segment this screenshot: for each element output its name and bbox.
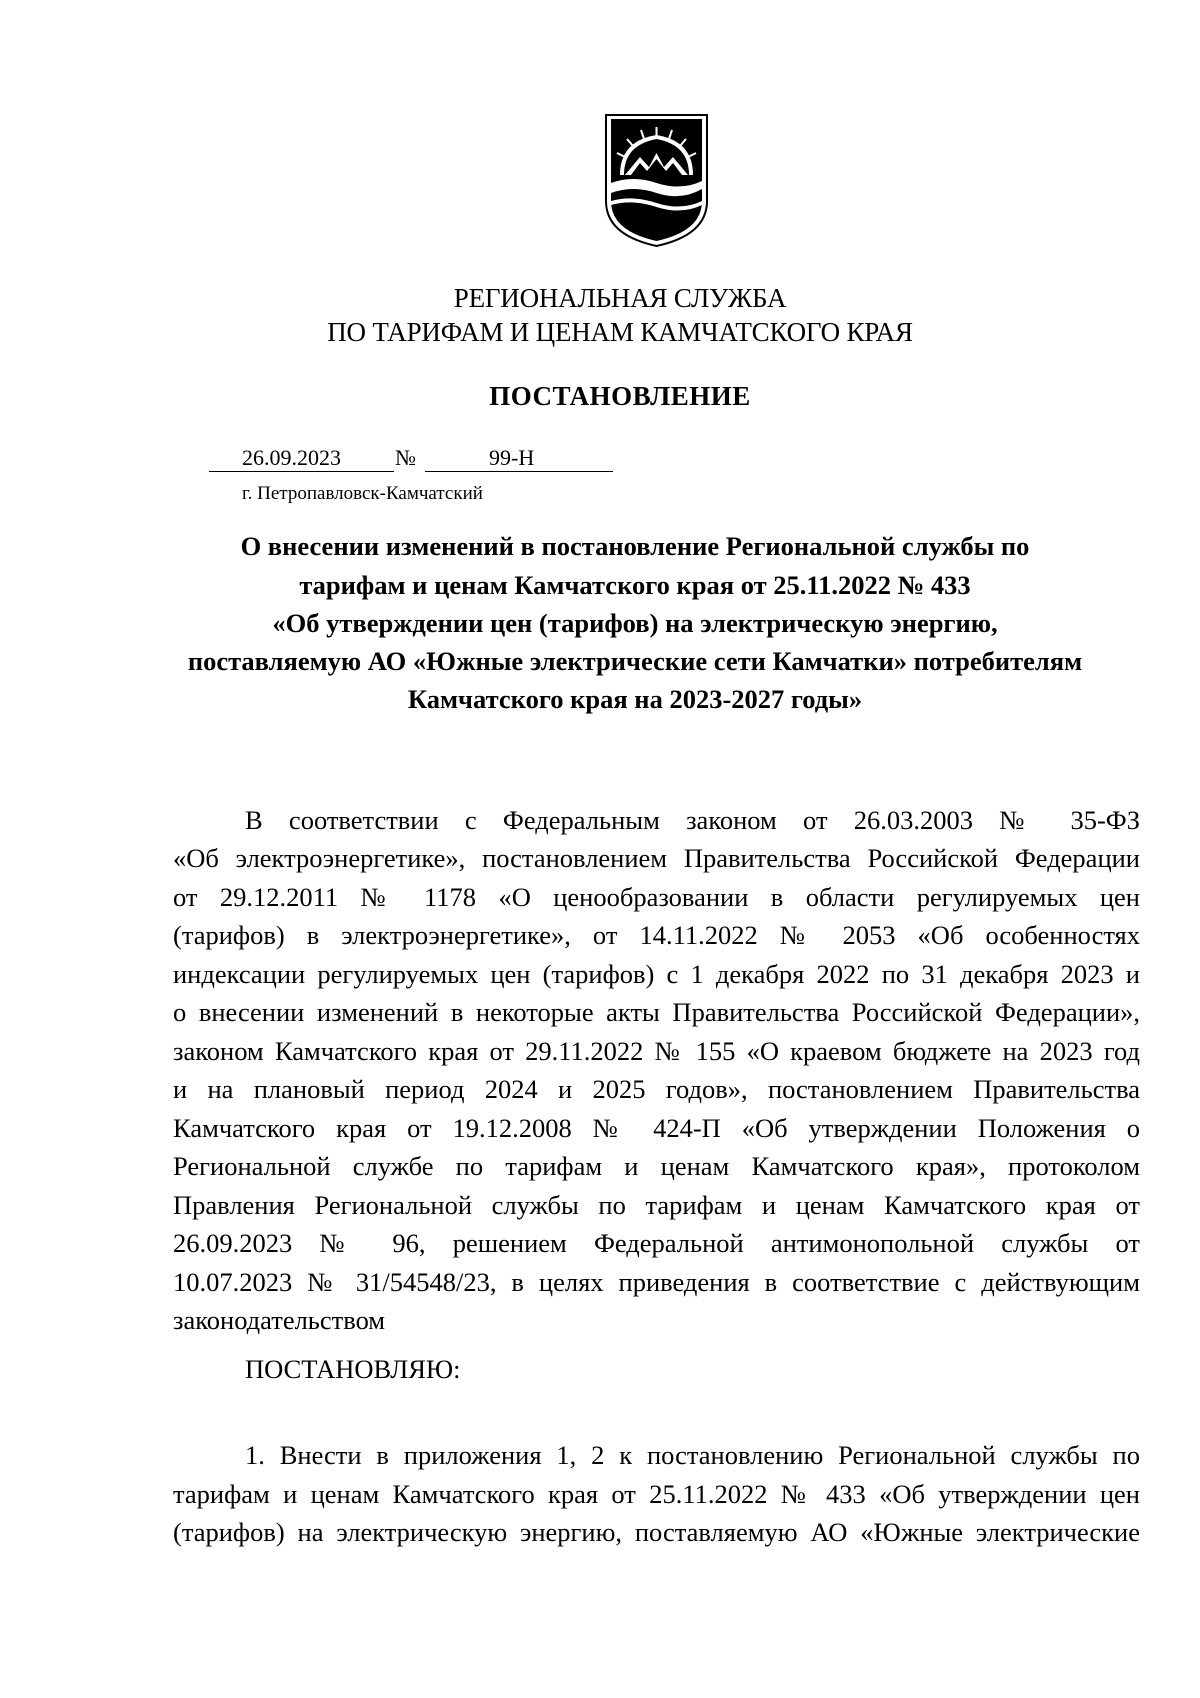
item-line: 1. Внести в приложения 1, 2 к постановлению Региональной службы по — [245, 1440, 1140, 1470]
title-line: «Об утверждении цен (тарифов) на электрическую энергию, — [272, 608, 998, 638]
item-line: (тарифов) на электрическую энергию, поставляемую АО «Южные электрические — [173, 1517, 1140, 1547]
title-line: поставляемую АО «Южные электрические сети Камчатки» потребителям — [187, 646, 1083, 676]
preamble-line: Камчатского края от 19.12.2008 № 424-П «Об утверждении Положения о — [173, 1113, 1140, 1143]
document-number: 99-Н — [489, 445, 535, 470]
preamble-line: индексации регулируемых цен (тарифов) с 1 декабря 2022 по 31 декабря 2023 и — [173, 959, 1140, 989]
preamble-line: 10.07.2023 № 31/54548/23, в целях приведения в соответствие с действующим — [173, 1267, 1140, 1297]
preamble-line: законом Камчатского края от 29.11.2022 № 155 «О краевом бюджете на 2023 год — [173, 1036, 1140, 1066]
organization-name-line1: РЕГИОНАЛЬНАЯ СЛУЖБА — [453, 283, 787, 313]
kamchatka-coat-of-arms-icon — [603, 113, 710, 248]
preamble-line: о внесении изменений в некоторые акты Правительства Российской Федерации», — [173, 997, 1140, 1027]
number-underline — [425, 471, 613, 472]
preamble-line: Региональной службе по тарифам и ценам Камчатского края», протоколом — [173, 1151, 1140, 1181]
title-line: О внесении изменений в постановление Региональной службы по — [240, 531, 1030, 561]
title-line: Камчатского края на 2023-2027 годы» — [407, 684, 863, 714]
preamble-line: 26.09.2023 № 96, решением Федеральной антимонопольной службы от — [173, 1228, 1140, 1258]
preamble-line: от 29.12.2011 № 1178 «О ценообразовании в области регулируемых цен — [173, 882, 1140, 912]
preamble-line: законодательством — [173, 1305, 386, 1335]
title-line: тарифам и ценам Камчатского края от 25.11.2022 № 433 — [299, 570, 971, 600]
preamble-line: и на плановый период 2024 и 2025 годов», постановлением Правительства — [173, 1074, 1140, 1104]
date-underline — [209, 471, 394, 472]
preamble-line: В соответствии с Федеральным законом от 26.03.2003 № 35-ФЗ — [245, 805, 1140, 835]
document-date: 26.09.2023 — [242, 445, 341, 470]
number-sign: № — [395, 445, 416, 470]
item-line: тарифам и ценам Камчатского края от 25.11.2022 № 433 «Об утверждении цен — [173, 1479, 1140, 1509]
resolve-heading: ПОСТАНОВЛЯЮ: — [245, 1354, 461, 1384]
issue-city: г. Петропавловск-Камчатский — [242, 483, 483, 504]
preamble-line: «Об электроэнергетике», постановлением Правительства Российской Федерации — [173, 843, 1140, 873]
preamble-line: Правления Региональной службы по тарифам и ценам Камчатского края от — [173, 1190, 1140, 1220]
document-type: ПОСТАНОВЛЕНИЕ — [489, 381, 751, 411]
preamble-line: (тарифов) в электроэнергетике», от 14.11.2022 № 2053 «Об особенностях — [173, 920, 1140, 950]
organization-name-line2: ПО ТАРИФАМ И ЦЕНАМ КАМЧАТСКОГО КРАЯ — [327, 317, 913, 347]
